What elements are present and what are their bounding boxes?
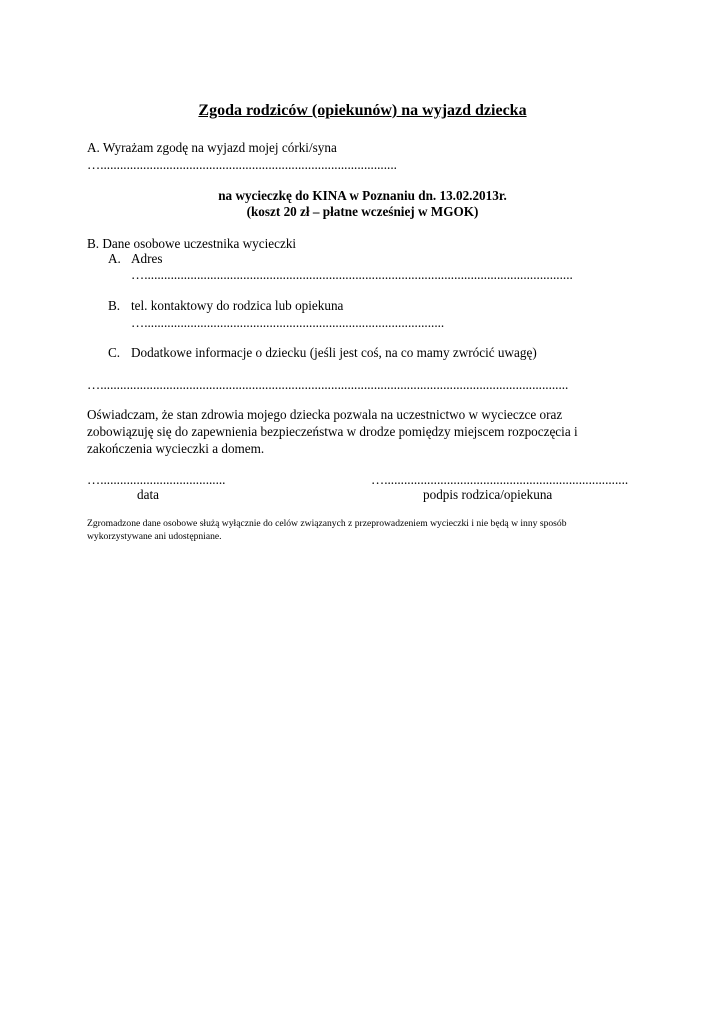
signature-blank: ….......................................................................... bbox=[371, 472, 629, 487]
address-blank: ….................................................................................................................................. bbox=[131, 267, 573, 282]
footer-line: wykorzystywane ani udostępniane. bbox=[87, 531, 222, 542]
declaration-paragraph bbox=[87, 406, 607, 457]
item-b-marker: B. bbox=[108, 298, 121, 313]
address-label: Adres bbox=[131, 251, 163, 266]
child-name-blank: ….......................................................................................... bbox=[87, 157, 397, 172]
trip-destination: na wycieczkę do KINA w Poznaniu dn. 13.02.2013r. bbox=[218, 188, 507, 203]
section-b-label: B. Dane osobowe uczestnika wycieczki bbox=[87, 236, 297, 251]
date-blank: …...................................... bbox=[87, 472, 226, 487]
trip-cost: (koszt 20 zł – płatne wcześniej w MGOK) bbox=[246, 204, 479, 219]
item-c-marker: C. bbox=[108, 345, 121, 360]
phone-label: tel. kontaktowy do rodzica lub opiekuna bbox=[131, 298, 344, 313]
document-title: Zgoda rodziców (opiekunów) na wyjazd dziecka bbox=[198, 102, 527, 119]
declaration-line: zobowiązuję się do zapewnienia bezpieczeństwa w drodze pomiędzy miejscem rozpoczęcia i bbox=[87, 424, 578, 439]
item-a-marker: A. bbox=[108, 251, 121, 266]
additional-info-blank: ….............................................................................................................................................. bbox=[87, 377, 569, 392]
phone-blank: …........................................................................................... bbox=[131, 315, 445, 330]
signature-label: podpis rodzica/opiekuna bbox=[423, 487, 553, 502]
section-a-label: A. Wyrażam zgodę na wyjazd mojej córki/syna bbox=[87, 140, 337, 155]
declaration-line: Oświadczam, że stan zdrowia mojego dziecka pozwala na uczestnictwo w wycieczce oraz bbox=[87, 407, 563, 422]
declaration-line: zakończenia wycieczki a domem. bbox=[87, 441, 265, 456]
data-privacy-note bbox=[87, 517, 647, 543]
additional-info-label: Dodatkowe informacje o dziecku (jeśli jest coś, na co mamy zwrócić uwagę) bbox=[131, 345, 537, 360]
footer-line: Zgromadzone dane osobowe służą wyłącznie do celów związanych z przeprowadzeniem wycieczki i nie będą w inny sposób bbox=[87, 518, 567, 529]
date-label: data bbox=[137, 487, 159, 502]
